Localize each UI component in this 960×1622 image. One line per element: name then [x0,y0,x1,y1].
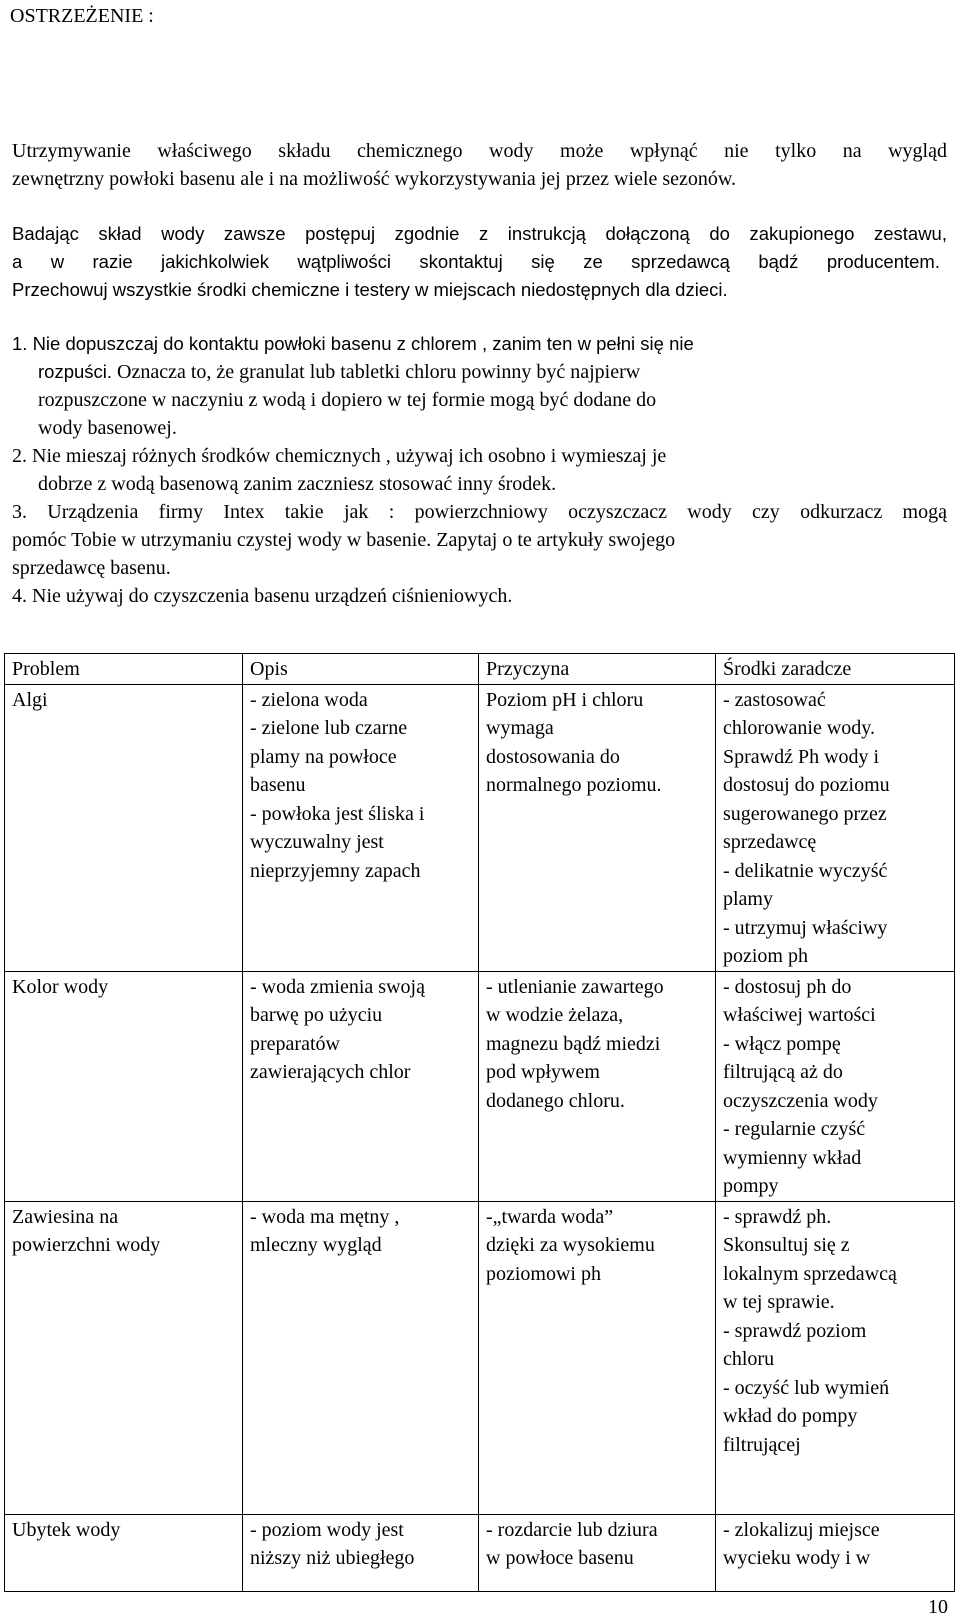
cell-line: normalnego poziomu. [486,774,662,796]
cell-line: magnezu bądź miedzi [486,1032,661,1055]
paragraph-intro [12,137,947,193]
list-item-2-line: dobrze z wodą basenową zanim zaczniesz stosować inny środek. [38,473,557,495]
cell-line: Ubytek wody [12,1518,121,1541]
paragraph-line: Przechowuj wszystkie środki chemiczne i testery w miejscach niedostępnych dla dzieci. [12,279,728,300]
header-przyczyna: Przyczyna [479,654,716,685]
cell-line: - dostosuj ph do [723,975,852,998]
cell-line: - oczyść lub wymień [723,1376,890,1399]
cell-problem [5,684,243,971]
header-opis: Opis [243,654,479,685]
cell-line: Skonsultuj się z [723,1234,850,1256]
cell-line: - utrzymuj właściwy [723,916,888,939]
cell-line: -„twarda woda” [486,1205,614,1228]
cell-line: chloru [723,1348,775,1370]
cell-line: Sprawdź Ph wody i [723,745,880,768]
cell-line: plamy na powłoce [250,745,397,768]
cell-opis [243,1514,479,1591]
cell-line: w wodzie żelaza, [486,1004,624,1026]
cell-line: zawierających chlor [250,1061,411,1083]
paragraph-instructions [12,220,947,304]
cell-line: sprzedawcę [723,831,817,853]
cell-opis [243,1201,479,1514]
cell-line: - włącz pompę [723,1032,841,1055]
cell-line: w tej sprawie. [723,1291,835,1313]
cell-line: sugerowanego przez [723,802,887,825]
cell-srodki [716,1514,955,1591]
cell-line: - woda zmienia swoją [250,975,425,998]
list-item-1-line: 1. Nie dopuszczaj do kontaktu powłoki basenu z chlorem , zanim ten w pełni się nie [12,333,694,354]
cell-line: wymaga [486,717,554,739]
cell-przyczyna [479,1514,716,1591]
cell-line: pod wpływem [486,1061,600,1083]
cell-line: nieprzyjemny zapach [250,859,421,882]
page-number: 10 [928,1596,948,1618]
header-srodki: Środki zaradcze [716,654,955,685]
cell-line: dostosowania do [486,745,620,768]
cell-line: poziomowi ph [486,1262,601,1285]
cell-line: Kolor wody [12,975,109,998]
paragraph-line: Utrzymywanie właściwego składu chemicznego wody może wpłynąć nie tylko na wygląd [12,140,947,162]
paragraph-line: zewnętrzny powłoki basenu ale i na możliwość wykorzystywania jej przez wiele sezonów. [12,168,737,190]
cell-line: - zlokalizuj miejsce [723,1518,880,1541]
list-item-1-line: rozpuści. Oznacza to, że granulat lub tabletki chloru powinny być najpierw [38,361,641,383]
cell-przyczyna [479,684,716,971]
cell-opis [243,971,479,1201]
cell-srodki [716,684,955,971]
paragraph-line: a w razie jakichkolwiek wątpliwości skontaktuj się ze sprzedawcą bądź producentem. [12,251,940,272]
list-item-3-line: sprzedawcę basenu. [12,557,171,579]
cell-line: plamy [723,888,773,910]
numbered-list [12,330,947,610]
cell-przyczyna [479,1201,716,1514]
cell-line: - utlenianie zawartego [486,975,664,998]
cell-opis [243,684,479,971]
cell-line: - sprawdź poziom [723,1319,867,1342]
table-row [5,1201,955,1514]
cell-line: powierzchni wody [12,1234,161,1256]
cell-line: - rozdarcie lub dziura [486,1518,658,1541]
cell-line: mleczny wygląd [250,1234,382,1256]
problems-table [4,653,955,1592]
cell-line: basenu [250,774,306,796]
cell-line: filtrującą aż do [723,1061,843,1083]
list-item-2-line: 2. Nie mieszaj różnych środków chemicznych , używaj ich osobno i wymieszaj je [12,445,667,467]
cell-problem [5,971,243,1201]
cell-line: dodanego chloru. [486,1089,625,1112]
header-problem: Problem [5,654,243,685]
cell-line: - regularnie czyść [723,1118,866,1140]
cell-line: pompy [723,1175,779,1197]
cell-line: wyczuwalny jest [250,831,384,853]
cell-line: Algi [12,688,48,711]
table-row [5,1514,955,1591]
cell-line: - sprawdź ph. [723,1205,832,1228]
cell-line: chlorowanie wody. [723,717,875,739]
cell-line: oczyszczenia wody [723,1089,878,1112]
cell-line: barwę po użyciu [250,1004,383,1026]
cell-line: dzięki za wysokiemu [486,1234,655,1256]
cell-line: niższy niż ubiegłego [250,1547,415,1569]
cell-line: - zastosować [723,688,826,711]
cell-line: Poziom pH i chloru [486,688,644,711]
list-item-4-line: 4. Nie używaj do czyszczenia basenu urządzeń ciśnieniowych. [12,585,513,607]
cell-srodki [716,1201,955,1514]
list-item-1-line: rozpuszczone w naczyniu z wodą i dopiero w tej formie mogą być dodane do [38,389,657,411]
cell-line: poziom ph [723,945,808,967]
cell-line: preparatów [250,1032,340,1055]
warning-heading: OSTRZEŻENIE : [10,5,154,27]
cell-line: - powłoka jest śliska i [250,802,425,825]
cell-line: - delikatnie wyczyść [723,859,888,882]
cell-problem [5,1514,243,1591]
cell-line: - poziom wody jest [250,1518,404,1541]
table-row [5,971,955,1201]
cell-line: - zielone lub czarne [250,717,408,739]
cell-przyczyna [479,971,716,1201]
list-item-3-line: 3. Urządzenia firmy Intex takie jak : powierzchniowy oczyszczacz wody czy odkurzacz mogą [12,501,947,523]
cell-line: lokalnym sprzedawcą [723,1262,897,1285]
table-header-row [5,654,955,685]
list-item-1-line: wody basenowej. [38,417,177,439]
cell-line: właściwej wartości [723,1004,876,1026]
cell-line: wkład do pompy [723,1405,858,1427]
cell-line: wycieku wody i w [723,1547,871,1569]
cell-line: filtrującej [723,1433,801,1456]
cell-srodki [716,971,955,1201]
cell-problem [5,1201,243,1514]
cell-line: Zawiesina na [12,1205,119,1228]
list-item-3-line: pomóc Tobie w utrzymaniu czystej wody w basenie. Zapytaj o te artykuły swojego [12,529,676,551]
table-row [5,684,955,971]
cell-line: - woda ma mętny , [250,1205,400,1228]
cell-line: dostosuj do poziomu [723,774,890,796]
cell-line: wymienny wkład [723,1146,862,1169]
cell-line: - zielona woda [250,688,368,711]
paragraph-line: Badając skład wody zawsze postępuj zgodnie z instrukcją dołączoną do zakupionego zestawu, [12,223,947,244]
cell-line: w powłoce basenu [486,1547,634,1569]
